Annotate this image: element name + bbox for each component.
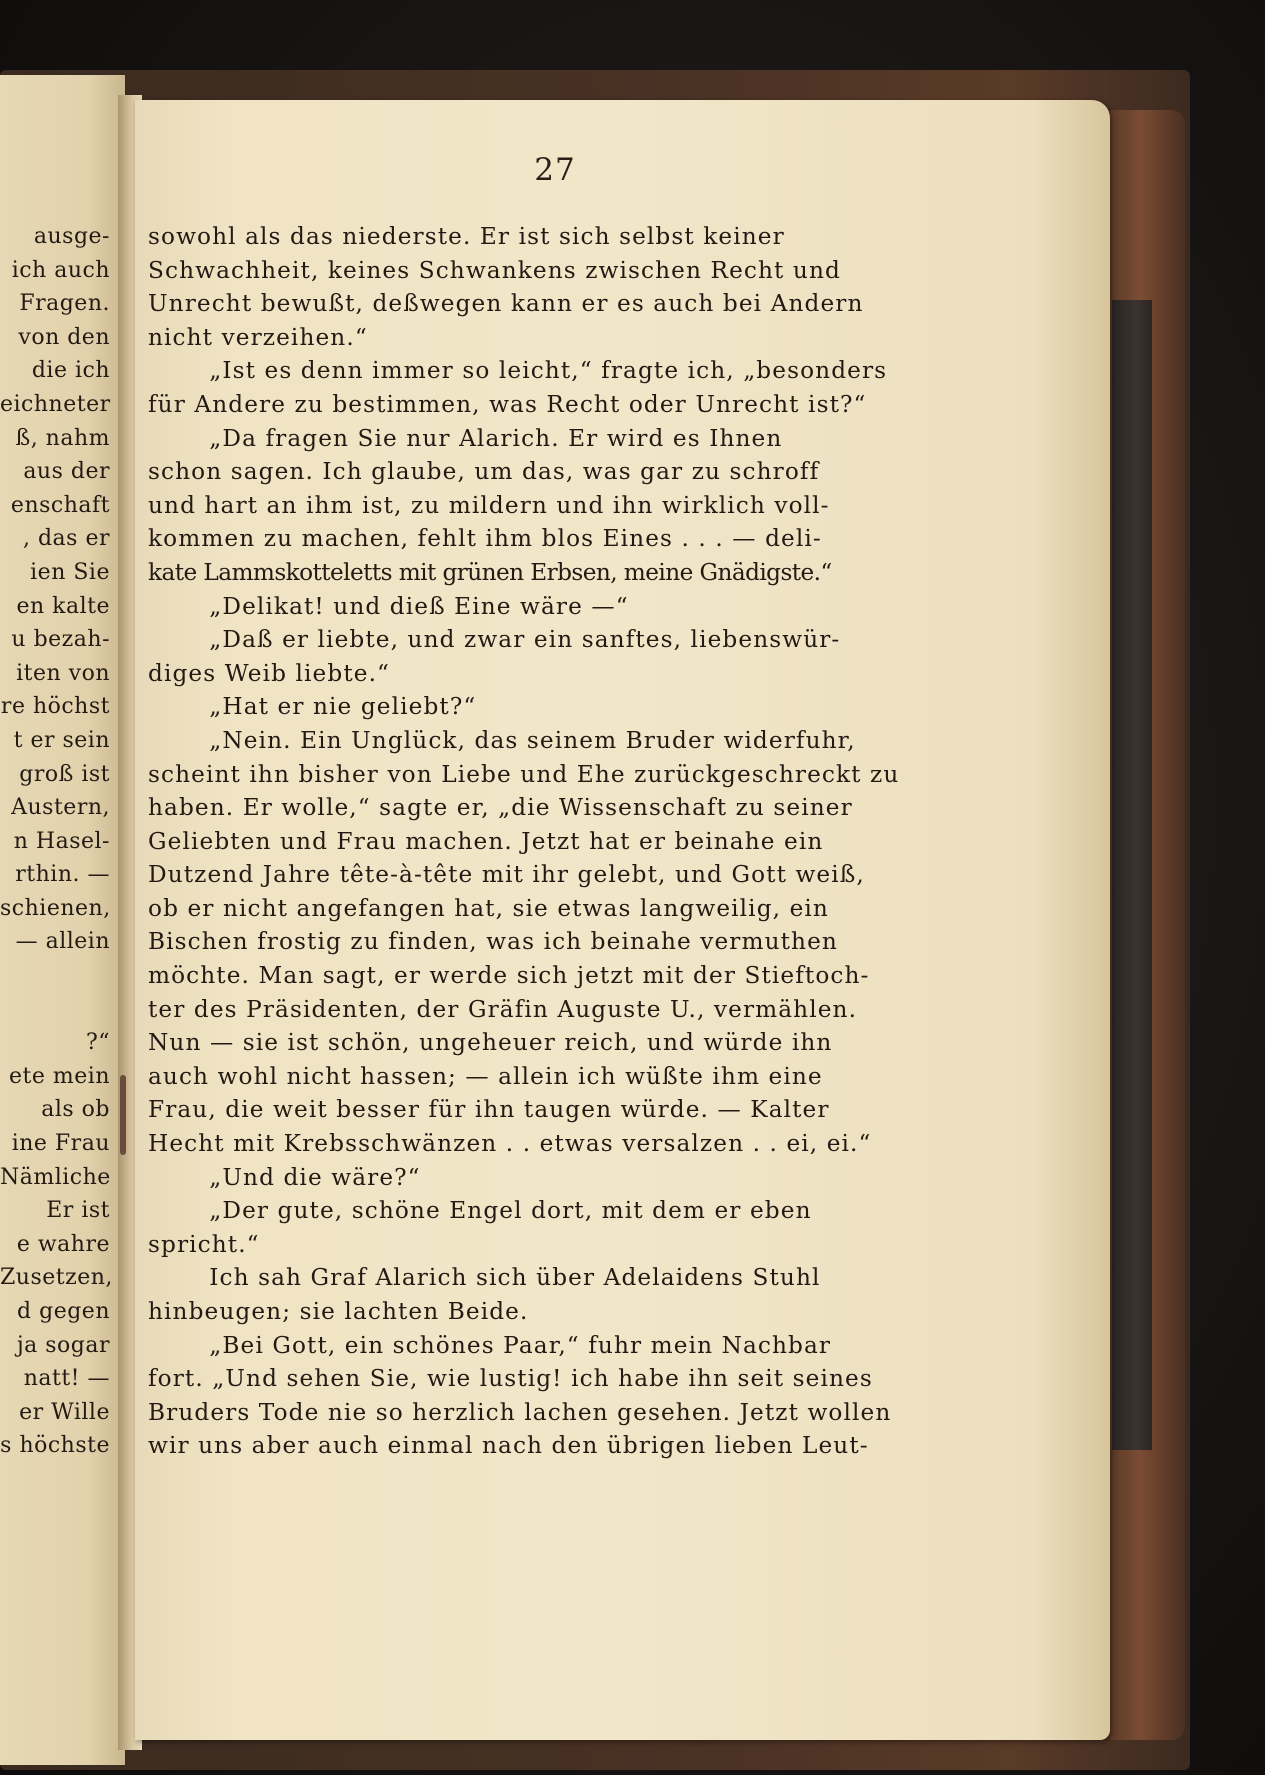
text-line: „Da fragen Sie nur Alarich. Er wird es Ihnen xyxy=(209,423,783,452)
left-line: eichneter xyxy=(0,391,111,417)
text-line: schon sagen. Ich glaube, um das, was gar zu schroff xyxy=(148,457,820,486)
left-line: Er ist xyxy=(46,1198,110,1224)
left-line: — allein xyxy=(15,929,110,955)
left-line: ete mein xyxy=(9,1063,110,1089)
left-line: als ob xyxy=(41,1097,110,1123)
text-line: wir uns aber auch einmal nach den übrigen lieben Leut- xyxy=(148,1431,869,1460)
left-line: t er sein xyxy=(13,727,110,753)
left-line: er Wille xyxy=(19,1399,110,1425)
text-line: für Andere zu bestimmen, was Recht oder Unrecht ist?“ xyxy=(148,389,867,418)
text-line: ob er nicht angefangen hat, sie etwas langweilig, ein xyxy=(148,893,829,922)
left-line: aus der xyxy=(23,459,110,485)
left-line: s höchste xyxy=(0,1433,110,1459)
text-line: Dutzend Jahre tête-à-tête mit ihr gelebt, und Gott weiß, xyxy=(148,860,865,889)
text-line: Nun — sie ist schön, ungeheuer reich, und würde ihn xyxy=(148,1028,833,1057)
text-line: kate Lammskotteletts mit grünen Erbsen, meine Gnädigste.“ xyxy=(148,557,832,586)
text-line: haben. Er wolle,“ sagte er, „die Wissenschaft zu seiner xyxy=(148,793,853,822)
text-line: hinbeugen; sie lachten Beide. xyxy=(148,1297,529,1325)
left-line xyxy=(0,993,120,1027)
left-line: Austern, xyxy=(11,795,110,821)
text-line: Schwachheit, keines Schwankens zwischen Recht und xyxy=(148,255,841,284)
page-number: 27 xyxy=(534,152,576,188)
left-line: en kalte xyxy=(16,593,110,619)
text-line: sowohl als das niederste. Er ist sich selbst keiner xyxy=(148,222,785,250)
text-line: Bischen frostig zu finden, was ich beinahe vermuthen xyxy=(148,927,838,956)
left-line: von den xyxy=(18,324,110,350)
left-line: ien Sie xyxy=(30,559,110,585)
left-line: Zusetzen, xyxy=(0,1265,113,1291)
left-line: ausge- xyxy=(33,224,110,249)
left-line: e wahre xyxy=(16,1231,110,1257)
left-line: , das er xyxy=(22,526,110,552)
left-line: ine Frau xyxy=(11,1131,110,1157)
text-line: scheint ihn bisher von Liebe und Ehe zurückgeschreckt zu xyxy=(148,759,900,788)
text-line: „Nein. Ein Unglück, das seinem Bruder widerfuhr, xyxy=(209,725,856,754)
text-line: nicht verzeihen.“ xyxy=(148,322,368,351)
bookmark-ribbon xyxy=(120,1075,126,1155)
left-line: u bezah- xyxy=(11,627,110,653)
text-line: „Und die wäre?“ xyxy=(209,1162,421,1191)
left-line: re höchst xyxy=(0,694,110,720)
text-line: Geliebten und Frau machen. Jetzt hat er beinahe ein xyxy=(148,826,824,855)
text-line: Frau, die weit besser für ihn taugen würde. — Kalter xyxy=(148,1095,830,1124)
left-line: die ich xyxy=(31,358,110,384)
left-line: ich auch xyxy=(11,257,110,283)
left-line: n Hasel- xyxy=(13,828,110,854)
text-line: Bruders Tode nie so herzlich lachen gesehen. Jetzt wollen xyxy=(148,1397,892,1426)
text-line: kommen zu machen, fehlt ihm blos Eines . . . — deli- xyxy=(148,524,822,553)
left-line: Nämliche xyxy=(0,1164,111,1190)
text-line: „Ist es denn immer so leicht,“ fragte ich, „besonders xyxy=(209,356,888,385)
text-line: „Daß er liebte, und zwar ein sanftes, liebenswür- xyxy=(209,625,841,654)
left-line: groß ist xyxy=(19,761,110,787)
text-line: Ich sah Graf Alarich sich über Adelaidens Stuhl xyxy=(209,1263,821,1292)
text-line: fort. „Und sehen Sie, wie lustig! ich habe ihn seit seines xyxy=(148,1364,873,1393)
left-line: ß, nahm xyxy=(15,425,110,451)
text-line: spricht.“ xyxy=(148,1229,260,1258)
text-line: und hart an ihm ist, zu mildern und ihn wirklich voll- xyxy=(148,490,830,519)
text-line: Unrecht bewußt, deßwegen kann er es auch bei Andern xyxy=(148,289,864,318)
text-line: „Der gute, schöne Engel dort, mit dem er eben xyxy=(209,1196,812,1225)
text-line: Hecht mit Krebsschwänzen . . etwas versalzen . . ei, ei.“ xyxy=(148,1129,872,1158)
left-line: iten von xyxy=(16,660,110,686)
text-line: „Hat er nie geliebt?“ xyxy=(209,692,477,721)
left-line: rthin. — xyxy=(15,862,110,888)
left-line: ja sogar xyxy=(16,1332,110,1358)
left-page xyxy=(0,75,125,1765)
text-line: diges Weib liebte.“ xyxy=(148,658,390,687)
left-line: d gegen xyxy=(17,1299,110,1324)
left-line: enschaft xyxy=(10,492,110,518)
text-line: auch wohl nicht hassen; — allein ich wüßte ihm eine xyxy=(148,1061,823,1090)
left-line: natt! — xyxy=(23,1366,110,1392)
text-line: „Delikat! und dieß Eine wäre —“ xyxy=(209,591,629,620)
body-text xyxy=(148,220,958,1463)
left-line: schienen, xyxy=(0,895,111,921)
text-line: möchte. Man sagt, er werde sich jetzt mit der Stieftoch- xyxy=(148,961,870,990)
text-line: „Bei Gott, ein schönes Paar,“ fuhr mein Nachbar xyxy=(209,1330,832,1359)
cover-spine-shadow xyxy=(1112,300,1152,1450)
left-line xyxy=(0,959,120,993)
left-page-text xyxy=(0,220,120,1463)
left-line: ?“ xyxy=(85,1030,110,1056)
text-line: ter des Präsidenten, der Gräfin Auguste U., vermählen. xyxy=(148,994,858,1023)
left-line: Fragen. xyxy=(19,291,110,317)
